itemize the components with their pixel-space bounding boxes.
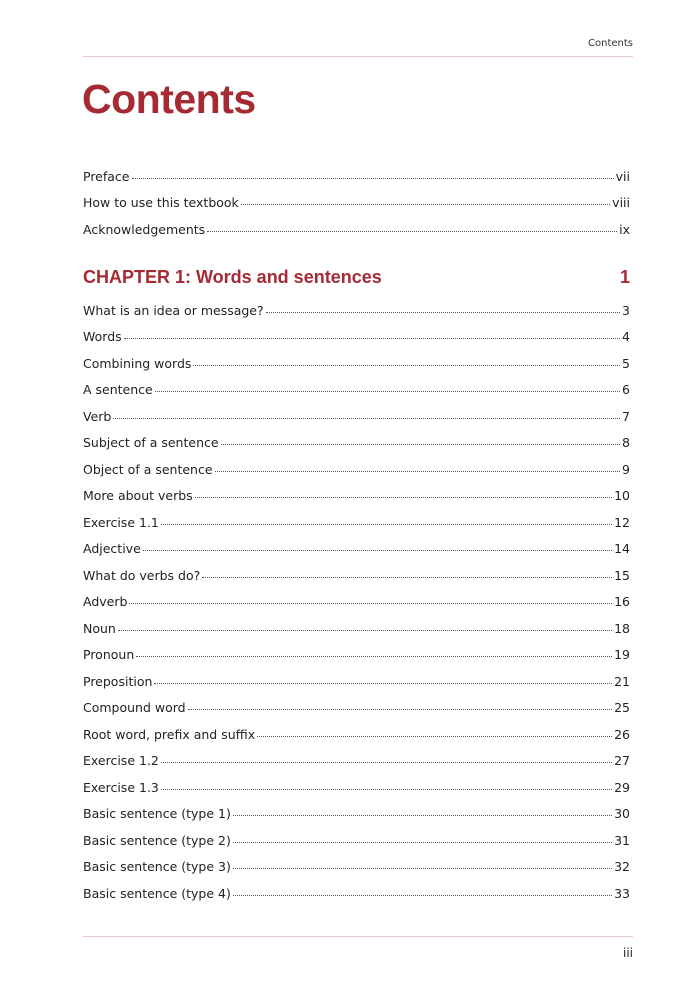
toc-entry-page: 25 <box>614 700 630 715</box>
toc-entry-label: Adjective <box>83 541 141 556</box>
toc-entry-label: Root word, prefix and suffix <box>83 727 256 742</box>
toc-entry-page: 26 <box>614 727 630 742</box>
toc-entry[interactable] <box>83 488 630 504</box>
toc-entry-label: Object of a sentence <box>83 462 213 477</box>
dot-leader <box>207 231 617 232</box>
toc-entry[interactable] <box>83 462 630 478</box>
toc-entry-acknowledgements[interactable] <box>83 222 630 238</box>
toc-entry-page: ix <box>619 222 630 237</box>
toc-entry-label: Adverb <box>83 594 128 609</box>
toc-entry-page: viii <box>612 195 630 210</box>
toc-entry-label: Noun <box>83 621 116 636</box>
toc-entry[interactable] <box>83 568 630 584</box>
dot-leader <box>215 471 621 472</box>
toc-entry[interactable] <box>83 727 630 743</box>
toc-entry-label: Combining words <box>83 356 192 371</box>
toc-entry-page: 14 <box>614 541 630 556</box>
toc-entry[interactable] <box>83 780 630 796</box>
toc-entry-page: vii <box>615 169 630 184</box>
dot-leader <box>136 656 612 657</box>
toc-entry-page: 4 <box>622 329 630 344</box>
toc-entry-page: 32 <box>614 859 630 874</box>
toc-entry-label: Exercise 1.1 <box>83 515 159 530</box>
toc-entry-page: 5 <box>622 356 630 371</box>
page-number: iii <box>622 946 633 960</box>
toc-entry-label: Basic sentence (type 4) <box>83 886 231 901</box>
toc-entry-page: 10 <box>614 488 630 503</box>
dot-leader <box>155 391 620 392</box>
chapter-heading[interactable] <box>83 267 630 288</box>
dot-leader <box>233 895 612 896</box>
toc-entry[interactable] <box>83 753 630 769</box>
dot-leader <box>143 550 612 551</box>
toc-entry-label: What is an idea or message? <box>83 303 264 318</box>
dot-leader <box>233 868 612 869</box>
toc-entry-label: Exercise 1.2 <box>83 753 159 768</box>
dot-leader <box>266 312 620 313</box>
toc-entry-label: Compound word <box>83 700 186 715</box>
dot-leader <box>124 338 620 339</box>
toc-entry[interactable] <box>83 806 630 822</box>
chapter-page: 1 <box>619 267 630 287</box>
toc-entry-page: 9 <box>622 462 630 477</box>
toc-entry-label: Subject of a sentence <box>83 435 219 450</box>
toc-entry-label: Basic sentence (type 2) <box>83 833 231 848</box>
toc-entry-label: What do verbs do? <box>83 568 201 583</box>
dot-leader <box>202 577 612 578</box>
toc-entry-page: 31 <box>614 833 630 848</box>
toc-entry-page: 8 <box>622 435 630 450</box>
footer-rule <box>83 936 633 937</box>
dot-leader <box>241 204 610 205</box>
toc-entry-label: Verb <box>83 409 112 424</box>
toc-entry-page: 16 <box>614 594 630 609</box>
toc-entry-page: 29 <box>614 780 630 795</box>
toc-entry-page: 19 <box>614 647 630 662</box>
toc-entry-label: How to use this textbook <box>83 195 239 210</box>
dot-leader <box>188 709 612 710</box>
toc-entry-page: 15 <box>614 568 630 583</box>
chapter-title: CHAPTER 1: Words and sentences <box>83 267 382 287</box>
toc-entry[interactable] <box>83 886 630 902</box>
toc-entry[interactable] <box>83 435 630 451</box>
toc-entry-label: Basic sentence (type 1) <box>83 806 231 821</box>
toc-entry-page: 33 <box>614 886 630 901</box>
dot-leader <box>161 762 612 763</box>
dot-leader <box>233 842 612 843</box>
toc-entry[interactable] <box>83 541 630 557</box>
toc-entry-how-to-use[interactable] <box>83 195 630 211</box>
dot-leader <box>221 444 620 445</box>
toc-entry-label: Preface <box>83 169 130 184</box>
toc-entry[interactable] <box>83 833 630 849</box>
toc-entry[interactable] <box>83 859 630 875</box>
toc-entry[interactable] <box>83 329 630 345</box>
dot-leader <box>129 603 612 604</box>
toc-entry-label: Exercise 1.3 <box>83 780 159 795</box>
toc-entry[interactable] <box>83 700 630 716</box>
dot-leader <box>132 178 614 179</box>
toc-entry-page: 18 <box>614 621 630 636</box>
toc-entry-page: 3 <box>622 303 630 318</box>
dot-leader <box>233 815 612 816</box>
dot-leader <box>118 630 612 631</box>
toc-entry[interactable] <box>83 647 630 663</box>
toc-entry-label: Words <box>83 329 122 344</box>
toc-entry-label: Basic sentence (type 3) <box>83 859 231 874</box>
page-title: Contents <box>82 76 256 122</box>
toc-entry-page: 21 <box>614 674 630 689</box>
dot-leader <box>257 736 612 737</box>
dot-leader <box>161 789 612 790</box>
toc-entry[interactable] <box>83 674 630 690</box>
toc-entry[interactable] <box>83 594 630 610</box>
toc-entry-page: 7 <box>622 409 630 424</box>
toc-entry-page: 30 <box>614 806 630 821</box>
toc-entry[interactable] <box>83 621 630 637</box>
header-rule <box>83 56 633 57</box>
toc-entry-label: Pronoun <box>83 647 135 662</box>
dot-leader <box>195 497 612 498</box>
toc-entry[interactable] <box>83 303 630 319</box>
toc-entry-page: 6 <box>622 382 630 397</box>
running-head: Contents <box>588 38 633 49</box>
toc-entry-page: 12 <box>614 515 630 530</box>
dot-leader <box>113 418 620 419</box>
dot-leader <box>154 683 612 684</box>
toc-entry[interactable] <box>83 409 630 425</box>
dot-leader <box>193 365 620 366</box>
toc-entry[interactable] <box>83 515 630 531</box>
toc-entry-page: 27 <box>614 753 630 768</box>
toc-entry[interactable] <box>83 382 630 398</box>
toc-entry-preface[interactable] <box>83 169 630 185</box>
toc-entry-label: A sentence <box>83 382 153 397</box>
toc-entry[interactable] <box>83 356 630 372</box>
toc-entry-label: More about verbs <box>83 488 193 503</box>
toc-entry-label: Preposition <box>83 674 153 689</box>
dot-leader <box>161 524 612 525</box>
toc-entry-label: Acknowledgements <box>83 222 206 237</box>
